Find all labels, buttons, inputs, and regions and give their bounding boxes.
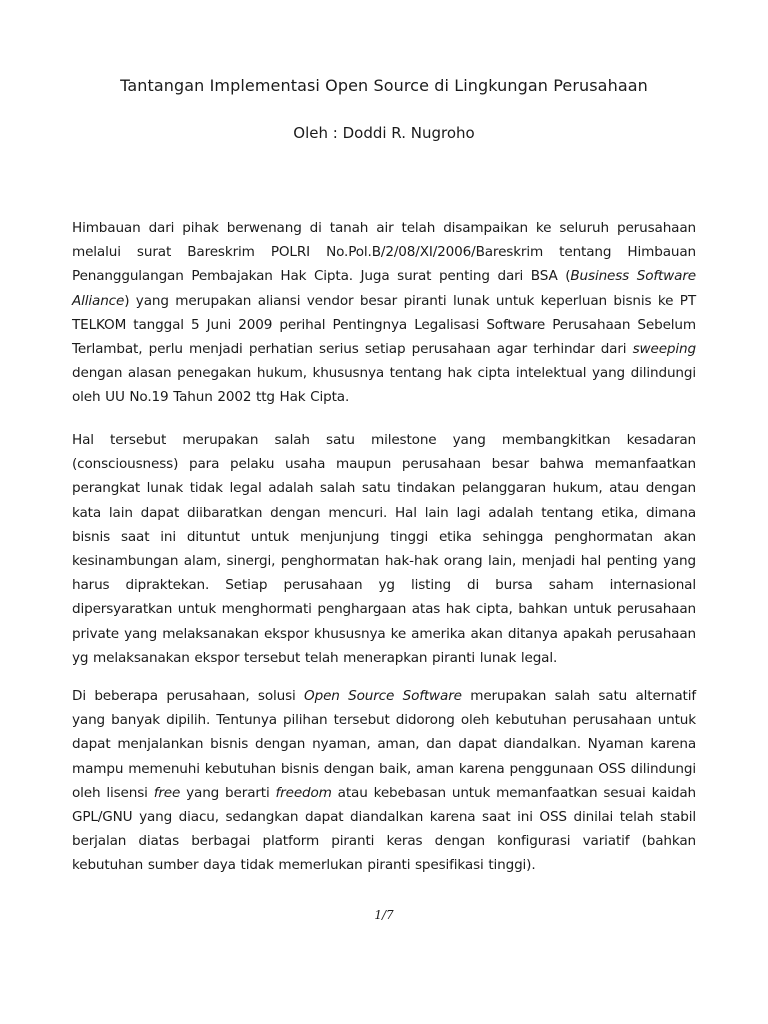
paragraph-1-italic-sweeping: sweeping: [632, 341, 696, 358]
paragraph-3-text: yang berarti: [180, 784, 276, 801]
paragraph-1-text: Himbauan dari pihak berwenang di tanah air telah disampaikan ke seluruh perusahaan melalui surat Bareskrim POLRI No.Pol.B/2/08/XI/2006/Bareskrim tentang Himbauan Penanggulangan Pembajakan Hak Cipta. Juga surat penting dari BSA (: [72, 220, 696, 285]
paragraph-1-italic-bsa: Business Software Alliance: [72, 268, 696, 309]
paragraph-1-text: dengan alasan penegakan hukum, khususnya tentang hak cipta intelektual yang dilindungi oleh UU No.19 Tahun 2002 ttg Hak Cipta.: [72, 365, 696, 406]
paragraph-3: [72, 684, 696, 878]
document-author: Oleh : Doddi R. Nugroho: [293, 124, 475, 142]
paragraph-3-italic-oss: Open Source Software: [304, 688, 462, 704]
paragraph-2: Hal tersebut merupakan salah satu milestone yang membangkitkan kesadaran (consciousness) para pelaku usaha maupun perusahaan besar bahwa memanfaatkan perangkat lunak tidak legal adalah salah satu tindakan pelanggaran hukum, atau dengan kata lain dapat diibaratkan dengan mencuri. Hal lain lagi adalah tentang etika, dimana bisnis saat ini dituntut untuk menjunjung tinggi etika sehingga penghormatan akan kesinambungan alam, sinergi, penghormatan hak-hak orang lain, menjadi hal penting yang harus dipraktekan. Setiap perusahaan yg listing di bursa saham internasional dipersyaratkan untuk menghormati penghargaan atas hak cipta, bahkan untuk perusahaan private yang melaksanakan ekspor khususnya ke amerika akan ditanya apakah perusahaan yg melaksanakan ekspor tersebut telah menerapkan piranti lunak legal.: [72, 432, 696, 666]
paragraph-3-italic-free: free: [153, 784, 181, 801]
paragraph-1-text: ) yang merupakan aliansi vendor besar piranti lunak untuk keperluan bisnis ke PT TELKOM tanggal 5 Juni 2009 perihal Pentingnya Legalisasi Software Perusahaan Sebelum Terlambat, perlu menjadi perhatian serius setiap perusahaan agar terhindar dari: [72, 292, 696, 358]
document-title: Tantangan Implementasi Open Source di Lingkungan Perusahaan: [120, 76, 648, 95]
paragraph-3-text: Di beberapa perusahaan, solusi: [72, 688, 305, 704]
page-number: 1/7: [374, 908, 394, 922]
paragraph-3-italic-freedom: freedom: [275, 784, 332, 801]
paragraph-3-text: merupakan salah satu alternatif yang banyak dipilih. Tentunya pilihan tersebut didorong oleh kebutuhan perusahaan untuk dapat menjalankan bisnis dengan nyaman, aman, dan dapat diandalkan. Nyaman karena mampu memenuhi kebutuhan bisnis dengan baik, aman karena penggunaan OSS dilindungi oleh lisensi: [72, 688, 696, 801]
paragraph-1: [72, 216, 696, 410]
paragraph-3-text: atau kebebasan untuk memanfaatkan sesuai kaidah GPL/GNU yang diacu, sedangkan dapat diandalkan karena saat ini OSS dinilai telah stabil berjalan diatas berbagai platform piranti keras dengan konfigurasi variatif (bahkan kebutuhan sumber daya tidak memerlukan piranti spesifikasi tinggi).: [72, 784, 697, 874]
